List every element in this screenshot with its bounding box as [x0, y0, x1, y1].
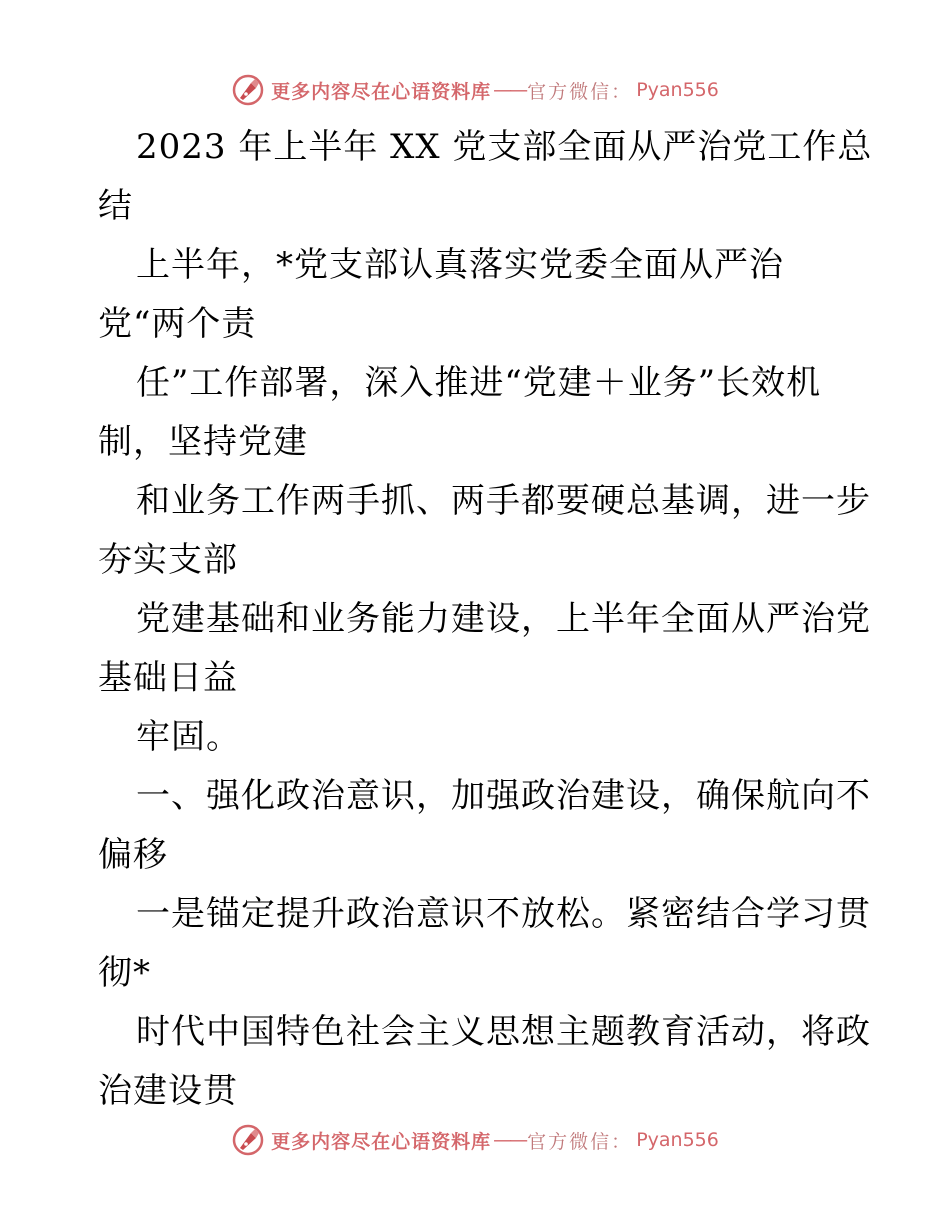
document-body	[98, 118, 873, 1121]
document-line: 一是锚定提升政治意识不放松。紧密结合学习贯	[136, 894, 871, 934]
watermark-wechat-label: 官方微信：	[527, 80, 633, 103]
document-line: 2023 年上半年 XX 党支部全面从严治党工作总	[136, 127, 873, 167]
document-line: 一、强化政治意识，加强政治建设，确保航向不	[136, 776, 871, 816]
document-line: 治建设贯	[98, 1071, 238, 1111]
document-line: 偏移	[98, 835, 168, 875]
watermark-wechat-id: Pyan556	[636, 1129, 719, 1151]
document-line: 基础日益	[98, 658, 238, 698]
pen-nib-circle-icon	[231, 1123, 265, 1157]
watermark-wechat-label: 官方微信：	[527, 1130, 633, 1153]
document-line: 牢固。	[136, 717, 241, 757]
watermark-text: 更多内容尽在心语资料库	[271, 1130, 492, 1153]
pen-nib-circle-icon	[231, 73, 265, 107]
watermark-dash: ——	[493, 79, 526, 101]
document-line: 党建基础和业务能力建设，上半年全面从严治党	[136, 599, 871, 639]
footer-watermark	[0, 1120, 950, 1160]
watermark-wechat-id: Pyan556	[636, 79, 719, 101]
document-line: 制，坚持党建	[98, 422, 308, 462]
document-line: 彻*	[98, 953, 151, 993]
header-watermark	[0, 70, 950, 110]
watermark-dash: ——	[493, 1129, 526, 1151]
document-line: 结	[98, 186, 133, 226]
document-line: 夯实支部	[98, 540, 238, 580]
watermark-text: 更多内容尽在心语资料库	[271, 80, 492, 103]
document-line: 任”工作部署，深入推进“党建＋业务”长效机	[136, 363, 822, 403]
document-line: 党“两个责	[98, 304, 257, 344]
document-line: 和业务工作两手抓、两手都要硬总基调，进一步	[136, 481, 871, 521]
document-line: 时代中国特色社会主义思想主题教育活动，将政	[136, 1012, 871, 1052]
document-line: 上半年，*党支部认真落实党委全面从严治	[136, 245, 784, 285]
